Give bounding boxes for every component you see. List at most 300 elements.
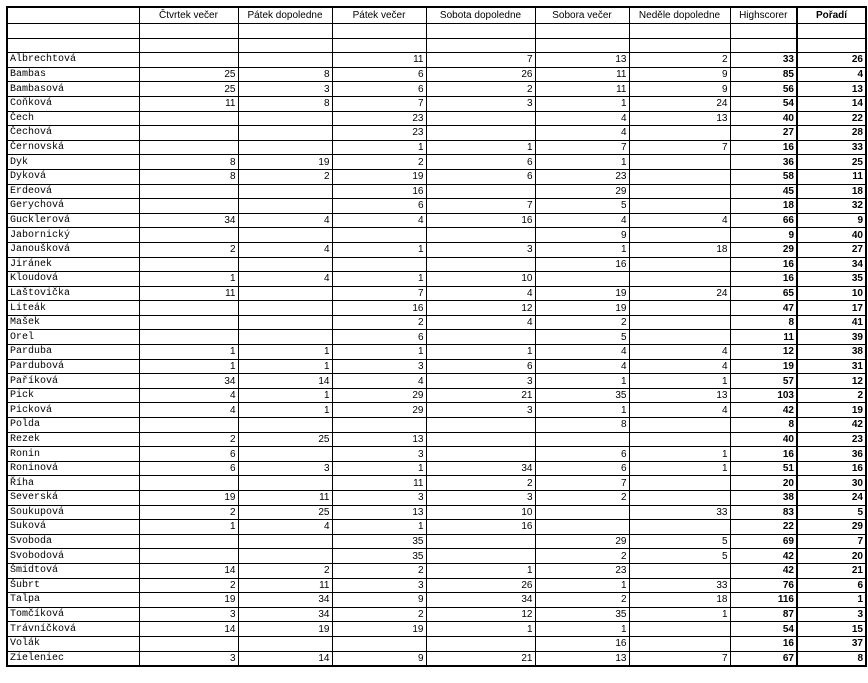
sat-morning-cell[interactable]: 34 — [426, 593, 535, 608]
sat-morning-cell[interactable]: 2 — [426, 476, 535, 491]
thu-evening-cell[interactable] — [139, 315, 238, 330]
fri-morning-cell[interactable]: 34 — [238, 607, 332, 622]
sun-morning-cell[interactable] — [629, 563, 730, 578]
sun-morning-cell[interactable]: 24 — [629, 96, 730, 111]
sat-morning-cell[interactable] — [426, 549, 535, 564]
player-name-cell[interactable]: Říha — [7, 476, 139, 491]
rank-cell[interactable]: 37 — [797, 636, 866, 651]
fri-morning-cell[interactable] — [238, 199, 332, 214]
sat-morning-cell[interactable]: 10 — [426, 505, 535, 520]
sun-morning-cell[interactable] — [629, 418, 730, 433]
thu-evening-cell[interactable]: 1 — [139, 520, 238, 535]
sun-morning-cell[interactable]: 33 — [629, 505, 730, 520]
player-name-cell[interactable]: Janoušková — [7, 242, 139, 257]
fri-morning-cell[interactable] — [238, 418, 332, 433]
sun-morning-cell[interactable]: 4 — [629, 359, 730, 374]
highscorer-cell[interactable]: 22 — [730, 520, 797, 535]
fri-morning-cell[interactable]: 1 — [238, 359, 332, 374]
rank-cell[interactable]: 29 — [797, 520, 866, 535]
highscorer-cell[interactable]: 8 — [730, 315, 797, 330]
player-name-cell[interactable]: Dyk — [7, 155, 139, 170]
rank-cell[interactable]: 1 — [797, 593, 866, 608]
sat-morning-cell[interactable] — [426, 418, 535, 433]
sun-morning-cell[interactable]: 4 — [629, 403, 730, 418]
sat-evening-cell[interactable]: 16 — [535, 257, 629, 272]
highscorer-cell[interactable]: 42 — [730, 563, 797, 578]
sat-morning-cell[interactable]: 3 — [426, 242, 535, 257]
sun-morning-cell[interactable] — [629, 520, 730, 535]
fri-morning-cell[interactable]: 4 — [238, 520, 332, 535]
sat-morning-cell[interactable] — [426, 184, 535, 199]
sat-evening-cell[interactable]: 6 — [535, 461, 629, 476]
sun-morning-cell[interactable] — [629, 476, 730, 491]
player-name-cell[interactable]: Jiránek — [7, 257, 139, 272]
thu-evening-cell[interactable]: 2 — [139, 578, 238, 593]
thu-evening-cell[interactable] — [139, 184, 238, 199]
sat-morning-cell[interactable]: 26 — [426, 67, 535, 82]
sat-morning-cell[interactable]: 21 — [426, 651, 535, 666]
fri-evening-cell[interactable] — [332, 418, 426, 433]
fri-morning-cell[interactable] — [238, 140, 332, 155]
fri-morning-cell[interactable]: 19 — [238, 155, 332, 170]
fri-evening-cell[interactable] — [332, 228, 426, 243]
highscorer-cell[interactable]: 16 — [730, 140, 797, 155]
fri-evening-cell[interactable]: 2 — [332, 315, 426, 330]
rank-cell[interactable]: 6 — [797, 578, 866, 593]
rank-cell[interactable]: 18 — [797, 184, 866, 199]
rank-cell[interactable]: 3 — [797, 607, 866, 622]
thu-evening-cell[interactable]: 1 — [139, 359, 238, 374]
sat-morning-cell[interactable] — [426, 636, 535, 651]
sat-morning-cell[interactable]: 3 — [426, 374, 535, 389]
player-name-cell[interactable]: Gerychová — [7, 199, 139, 214]
thu-evening-cell[interactable] — [139, 476, 238, 491]
sat-evening-cell[interactable]: 1 — [535, 578, 629, 593]
sun-morning-cell[interactable] — [629, 636, 730, 651]
sat-evening-cell[interactable]: 1 — [535, 242, 629, 257]
fri-evening-cell[interactable]: 3 — [332, 578, 426, 593]
player-name-cell[interactable]: Picková — [7, 403, 139, 418]
thu-evening-cell[interactable]: 25 — [139, 82, 238, 97]
thu-evening-cell[interactable]: 1 — [139, 272, 238, 287]
highscorer-cell[interactable]: 67 — [730, 651, 797, 666]
sat-evening-cell[interactable]: 7 — [535, 140, 629, 155]
highscorer-cell[interactable]: 76 — [730, 578, 797, 593]
player-name-cell[interactable]: Albrechtová — [7, 53, 139, 68]
player-name-cell[interactable]: Bambas — [7, 67, 139, 82]
player-name-cell[interactable]: Svobodová — [7, 549, 139, 564]
highscorer-cell[interactable]: 16 — [730, 447, 797, 462]
highscorer-cell[interactable]: 29 — [730, 242, 797, 257]
rank-cell[interactable]: 23 — [797, 432, 866, 447]
fri-evening-cell[interactable]: 3 — [332, 491, 426, 506]
player-name-cell[interactable]: Šmidtová — [7, 563, 139, 578]
fri-morning-cell[interactable]: 4 — [238, 272, 332, 287]
empty-cell[interactable] — [332, 24, 426, 39]
fri-morning-cell[interactable]: 4 — [238, 213, 332, 228]
fri-morning-cell[interactable]: 14 — [238, 651, 332, 666]
fri-evening-cell[interactable]: 11 — [332, 476, 426, 491]
fri-morning-cell[interactable]: 4 — [238, 242, 332, 257]
sat-morning-cell[interactable] — [426, 330, 535, 345]
highscorer-cell[interactable]: 45 — [730, 184, 797, 199]
player-name-cell[interactable]: Suková — [7, 520, 139, 535]
fri-morning-cell[interactable] — [238, 534, 332, 549]
sat-evening-cell[interactable]: 4 — [535, 359, 629, 374]
rank-cell[interactable]: 2 — [797, 388, 866, 403]
sun-morning-cell[interactable]: 18 — [629, 593, 730, 608]
sun-morning-cell[interactable] — [629, 228, 730, 243]
fri-evening-cell[interactable]: 19 — [332, 169, 426, 184]
thu-evening-cell[interactable] — [139, 549, 238, 564]
empty-cell[interactable] — [238, 38, 332, 53]
sun-morning-cell[interactable]: 5 — [629, 534, 730, 549]
rank-cell[interactable]: 11 — [797, 169, 866, 184]
player-name-cell[interactable]: Orel — [7, 330, 139, 345]
rank-cell[interactable]: 26 — [797, 53, 866, 68]
fri-evening-cell[interactable]: 1 — [332, 140, 426, 155]
fri-morning-cell[interactable] — [238, 286, 332, 301]
rank-cell[interactable]: 4 — [797, 67, 866, 82]
thu-evening-cell[interactable]: 19 — [139, 491, 238, 506]
thu-evening-cell[interactable]: 2 — [139, 505, 238, 520]
player-name-cell[interactable]: Volák — [7, 636, 139, 651]
sun-morning-cell[interactable]: 5 — [629, 549, 730, 564]
rank-cell[interactable]: 16 — [797, 461, 866, 476]
sat-evening-cell[interactable]: 1 — [535, 96, 629, 111]
fri-evening-cell[interactable] — [332, 257, 426, 272]
fri-morning-cell[interactable] — [238, 476, 332, 491]
sat-evening-cell[interactable]: 6 — [535, 447, 629, 462]
header-cell-fri-evening[interactable]: Pátek večer — [332, 7, 426, 24]
sat-morning-cell[interactable] — [426, 111, 535, 126]
fri-morning-cell[interactable]: 14 — [238, 374, 332, 389]
empty-cell[interactable] — [332, 38, 426, 53]
sat-morning-cell[interactable]: 12 — [426, 301, 535, 316]
sat-morning-cell[interactable]: 26 — [426, 578, 535, 593]
highscorer-cell[interactable]: 19 — [730, 359, 797, 374]
player-name-cell[interactable]: Čechová — [7, 126, 139, 141]
rank-cell[interactable]: 9 — [797, 213, 866, 228]
thu-evening-cell[interactable]: 19 — [139, 593, 238, 608]
sat-evening-cell[interactable]: 35 — [535, 607, 629, 622]
fri-evening-cell[interactable]: 23 — [332, 126, 426, 141]
rank-cell[interactable]: 22 — [797, 111, 866, 126]
fri-evening-cell[interactable]: 29 — [332, 388, 426, 403]
rank-cell[interactable]: 42 — [797, 418, 866, 433]
player-name-cell[interactable]: Čech — [7, 111, 139, 126]
sat-evening-cell[interactable]: 4 — [535, 345, 629, 360]
thu-evening-cell[interactable] — [139, 301, 238, 316]
empty-cell[interactable] — [730, 38, 797, 53]
sun-morning-cell[interactable] — [629, 155, 730, 170]
highscorer-cell[interactable]: 57 — [730, 374, 797, 389]
sat-evening-cell[interactable]: 2 — [535, 593, 629, 608]
fri-evening-cell[interactable]: 3 — [332, 447, 426, 462]
highscorer-cell[interactable]: 12 — [730, 345, 797, 360]
sat-morning-cell[interactable]: 4 — [426, 315, 535, 330]
thu-evening-cell[interactable]: 4 — [139, 403, 238, 418]
sat-morning-cell[interactable]: 2 — [426, 82, 535, 97]
sun-morning-cell[interactable]: 13 — [629, 388, 730, 403]
sun-morning-cell[interactable]: 1 — [629, 374, 730, 389]
sat-evening-cell[interactable]: 1 — [535, 622, 629, 637]
header-cell-name[interactable] — [7, 7, 139, 24]
sat-morning-cell[interactable]: 1 — [426, 622, 535, 637]
player-name-cell[interactable]: Černovská — [7, 140, 139, 155]
player-name-cell[interactable]: Ronin — [7, 447, 139, 462]
empty-cell[interactable] — [535, 38, 629, 53]
sun-morning-cell[interactable] — [629, 622, 730, 637]
fri-morning-cell[interactable]: 3 — [238, 82, 332, 97]
sat-evening-cell[interactable]: 13 — [535, 651, 629, 666]
fri-morning-cell[interactable]: 34 — [238, 593, 332, 608]
sat-morning-cell[interactable] — [426, 228, 535, 243]
thu-evening-cell[interactable]: 3 — [139, 607, 238, 622]
player-name-cell[interactable]: Zieleniec — [7, 651, 139, 666]
thu-evening-cell[interactable] — [139, 418, 238, 433]
fri-morning-cell[interactable] — [238, 126, 332, 141]
rank-cell[interactable]: 30 — [797, 476, 866, 491]
fri-morning-cell[interactable]: 11 — [238, 578, 332, 593]
sat-evening-cell[interactable]: 2 — [535, 315, 629, 330]
rank-cell[interactable]: 38 — [797, 345, 866, 360]
header-cell-rank[interactable]: Pořadí — [797, 7, 866, 24]
thu-evening-cell[interactable]: 6 — [139, 461, 238, 476]
fri-evening-cell[interactable]: 2 — [332, 563, 426, 578]
empty-cell[interactable] — [629, 38, 730, 53]
player-name-cell[interactable]: Liteák — [7, 301, 139, 316]
thu-evening-cell[interactable] — [139, 126, 238, 141]
thu-evening-cell[interactable]: 6 — [139, 447, 238, 462]
fri-morning-cell[interactable] — [238, 330, 332, 345]
rank-cell[interactable]: 34 — [797, 257, 866, 272]
empty-cell[interactable] — [730, 24, 797, 39]
empty-cell[interactable] — [238, 24, 332, 39]
sun-morning-cell[interactable] — [629, 315, 730, 330]
rank-cell[interactable]: 21 — [797, 563, 866, 578]
rank-cell[interactable]: 20 — [797, 549, 866, 564]
sat-evening-cell[interactable]: 35 — [535, 388, 629, 403]
highscorer-cell[interactable]: 16 — [730, 257, 797, 272]
sun-morning-cell[interactable] — [629, 257, 730, 272]
sat-evening-cell[interactable] — [535, 432, 629, 447]
fri-evening-cell[interactable]: 35 — [332, 534, 426, 549]
empty-cell[interactable] — [797, 24, 866, 39]
fri-morning-cell[interactable] — [238, 636, 332, 651]
thu-evening-cell[interactable] — [139, 140, 238, 155]
player-name-cell[interactable]: Tomčíková — [7, 607, 139, 622]
rank-cell[interactable]: 5 — [797, 505, 866, 520]
highscorer-cell[interactable]: 66 — [730, 213, 797, 228]
empty-cell[interactable] — [797, 38, 866, 53]
empty-cell[interactable] — [535, 24, 629, 39]
sun-morning-cell[interactable]: 4 — [629, 213, 730, 228]
sat-morning-cell[interactable]: 3 — [426, 491, 535, 506]
player-name-cell[interactable]: Severská — [7, 491, 139, 506]
highscorer-cell[interactable]: 42 — [730, 549, 797, 564]
sat-evening-cell[interactable]: 2 — [535, 491, 629, 506]
header-cell-thu-evening[interactable]: Čtvrtek večer — [139, 7, 238, 24]
player-name-cell[interactable]: Pick — [7, 388, 139, 403]
rank-cell[interactable]: 28 — [797, 126, 866, 141]
empty-cell[interactable] — [426, 24, 535, 39]
rank-cell[interactable]: 19 — [797, 403, 866, 418]
empty-cell[interactable] — [7, 38, 139, 53]
fri-evening-cell[interactable]: 1 — [332, 461, 426, 476]
fri-morning-cell[interactable] — [238, 549, 332, 564]
header-cell-sat-morning[interactable]: Sobota dopoledne — [426, 7, 535, 24]
fri-evening-cell[interactable]: 13 — [332, 505, 426, 520]
sat-morning-cell[interactable] — [426, 126, 535, 141]
fri-morning-cell[interactable]: 8 — [238, 96, 332, 111]
thu-evening-cell[interactable]: 14 — [139, 622, 238, 637]
thu-evening-cell[interactable]: 14 — [139, 563, 238, 578]
fri-morning-cell[interactable] — [238, 53, 332, 68]
header-cell-fri-morning[interactable]: Pátek dopoledne — [238, 7, 332, 24]
sat-evening-cell[interactable] — [535, 272, 629, 287]
thu-evening-cell[interactable]: 11 — [139, 286, 238, 301]
sun-morning-cell[interactable]: 13 — [629, 111, 730, 126]
sat-evening-cell[interactable]: 5 — [535, 199, 629, 214]
sat-morning-cell[interactable]: 7 — [426, 199, 535, 214]
sat-morning-cell[interactable]: 7 — [426, 53, 535, 68]
thu-evening-cell[interactable] — [139, 330, 238, 345]
sat-evening-cell[interactable]: 23 — [535, 169, 629, 184]
fri-evening-cell[interactable]: 13 — [332, 432, 426, 447]
sat-morning-cell[interactable]: 12 — [426, 607, 535, 622]
sat-morning-cell[interactable]: 6 — [426, 155, 535, 170]
player-name-cell[interactable]: Coňková — [7, 96, 139, 111]
empty-cell[interactable] — [629, 24, 730, 39]
sun-morning-cell[interactable]: 7 — [629, 140, 730, 155]
player-name-cell[interactable]: Dyková — [7, 169, 139, 184]
thu-evening-cell[interactable]: 2 — [139, 242, 238, 257]
sat-evening-cell[interactable]: 1 — [535, 403, 629, 418]
fri-evening-cell[interactable]: 7 — [332, 96, 426, 111]
highscorer-cell[interactable]: 69 — [730, 534, 797, 549]
thu-evening-cell[interactable]: 4 — [139, 388, 238, 403]
highscorer-cell[interactable]: 56 — [730, 82, 797, 97]
rank-cell[interactable]: 17 — [797, 301, 866, 316]
highscorer-cell[interactable]: 40 — [730, 111, 797, 126]
sun-morning-cell[interactable] — [629, 184, 730, 199]
rank-cell[interactable]: 40 — [797, 228, 866, 243]
rank-cell[interactable]: 36 — [797, 447, 866, 462]
sat-evening-cell[interactable]: 29 — [535, 534, 629, 549]
header-cell-highscorer[interactable]: Highscorer — [730, 7, 797, 24]
fri-evening-cell[interactable]: 19 — [332, 622, 426, 637]
sat-morning-cell[interactable]: 1 — [426, 563, 535, 578]
fri-morning-cell[interactable] — [238, 257, 332, 272]
thu-evening-cell[interactable]: 34 — [139, 374, 238, 389]
thu-evening-cell[interactable]: 8 — [139, 155, 238, 170]
rank-cell[interactable]: 8 — [797, 651, 866, 666]
sat-evening-cell[interactable]: 5 — [535, 330, 629, 345]
sat-morning-cell[interactable]: 16 — [426, 520, 535, 535]
empty-cell[interactable] — [426, 38, 535, 53]
sat-evening-cell[interactable]: 4 — [535, 126, 629, 141]
empty-cell[interactable] — [7, 24, 139, 39]
player-name-cell[interactable]: Kloudová — [7, 272, 139, 287]
sun-morning-cell[interactable] — [629, 272, 730, 287]
thu-evening-cell[interactable]: 25 — [139, 67, 238, 82]
player-name-cell[interactable]: Laštovička — [7, 286, 139, 301]
highscorer-cell[interactable]: 40 — [730, 432, 797, 447]
fri-evening-cell[interactable]: 4 — [332, 374, 426, 389]
fri-morning-cell[interactable]: 2 — [238, 169, 332, 184]
sun-morning-cell[interactable]: 18 — [629, 242, 730, 257]
rank-cell[interactable]: 7 — [797, 534, 866, 549]
player-name-cell[interactable]: Bambasová — [7, 82, 139, 97]
thu-evening-cell[interactable] — [139, 199, 238, 214]
player-name-cell[interactable]: Trávníčková — [7, 622, 139, 637]
highscorer-cell[interactable]: 16 — [730, 272, 797, 287]
rank-cell[interactable]: 13 — [797, 82, 866, 97]
highscorer-cell[interactable]: 51 — [730, 461, 797, 476]
sun-morning-cell[interactable] — [629, 330, 730, 345]
player-name-cell[interactable]: Mašek — [7, 315, 139, 330]
fri-evening-cell[interactable]: 1 — [332, 272, 426, 287]
sun-morning-cell[interactable]: 7 — [629, 651, 730, 666]
fri-morning-cell[interactable] — [238, 301, 332, 316]
highscorer-cell[interactable]: 83 — [730, 505, 797, 520]
player-name-cell[interactable]: Erdeová — [7, 184, 139, 199]
rank-cell[interactable]: 12 — [797, 374, 866, 389]
fri-evening-cell[interactable]: 16 — [332, 301, 426, 316]
fri-evening-cell[interactable]: 1 — [332, 242, 426, 257]
highscorer-cell[interactable]: 36 — [730, 155, 797, 170]
sun-morning-cell[interactable] — [629, 301, 730, 316]
fri-morning-cell[interactable]: 11 — [238, 491, 332, 506]
rank-cell[interactable]: 25 — [797, 155, 866, 170]
highscorer-cell[interactable]: 16 — [730, 636, 797, 651]
sat-evening-cell[interactable]: 4 — [535, 213, 629, 228]
rank-cell[interactable]: 32 — [797, 199, 866, 214]
sun-morning-cell[interactable]: 9 — [629, 67, 730, 82]
fri-morning-cell[interactable]: 25 — [238, 432, 332, 447]
thu-evening-cell[interactable]: 8 — [139, 169, 238, 184]
fri-morning-cell[interactable] — [238, 111, 332, 126]
thu-evening-cell[interactable]: 2 — [139, 432, 238, 447]
fri-evening-cell[interactable]: 4 — [332, 213, 426, 228]
sat-evening-cell[interactable]: 7 — [535, 476, 629, 491]
fri-evening-cell[interactable]: 3 — [332, 359, 426, 374]
fri-evening-cell[interactable] — [332, 636, 426, 651]
fri-morning-cell[interactable]: 1 — [238, 403, 332, 418]
highscorer-cell[interactable]: 8 — [730, 418, 797, 433]
sun-morning-cell[interactable]: 1 — [629, 607, 730, 622]
sat-morning-cell[interactable]: 3 — [426, 96, 535, 111]
rank-cell[interactable]: 14 — [797, 96, 866, 111]
player-name-cell[interactable]: Svoboda — [7, 534, 139, 549]
player-name-cell[interactable]: Rezek — [7, 432, 139, 447]
sat-evening-cell[interactable]: 29 — [535, 184, 629, 199]
rank-cell[interactable]: 31 — [797, 359, 866, 374]
sat-evening-cell[interactable]: 2 — [535, 549, 629, 564]
thu-evening-cell[interactable] — [139, 53, 238, 68]
sun-morning-cell[interactable]: 1 — [629, 461, 730, 476]
rank-cell[interactable]: 33 — [797, 140, 866, 155]
thu-evening-cell[interactable] — [139, 636, 238, 651]
sat-evening-cell[interactable]: 13 — [535, 53, 629, 68]
rank-cell[interactable]: 39 — [797, 330, 866, 345]
fri-evening-cell[interactable]: 6 — [332, 82, 426, 97]
sun-morning-cell[interactable]: 24 — [629, 286, 730, 301]
sat-morning-cell[interactable]: 16 — [426, 213, 535, 228]
rank-cell[interactable]: 41 — [797, 315, 866, 330]
sat-evening-cell[interactable]: 16 — [535, 636, 629, 651]
